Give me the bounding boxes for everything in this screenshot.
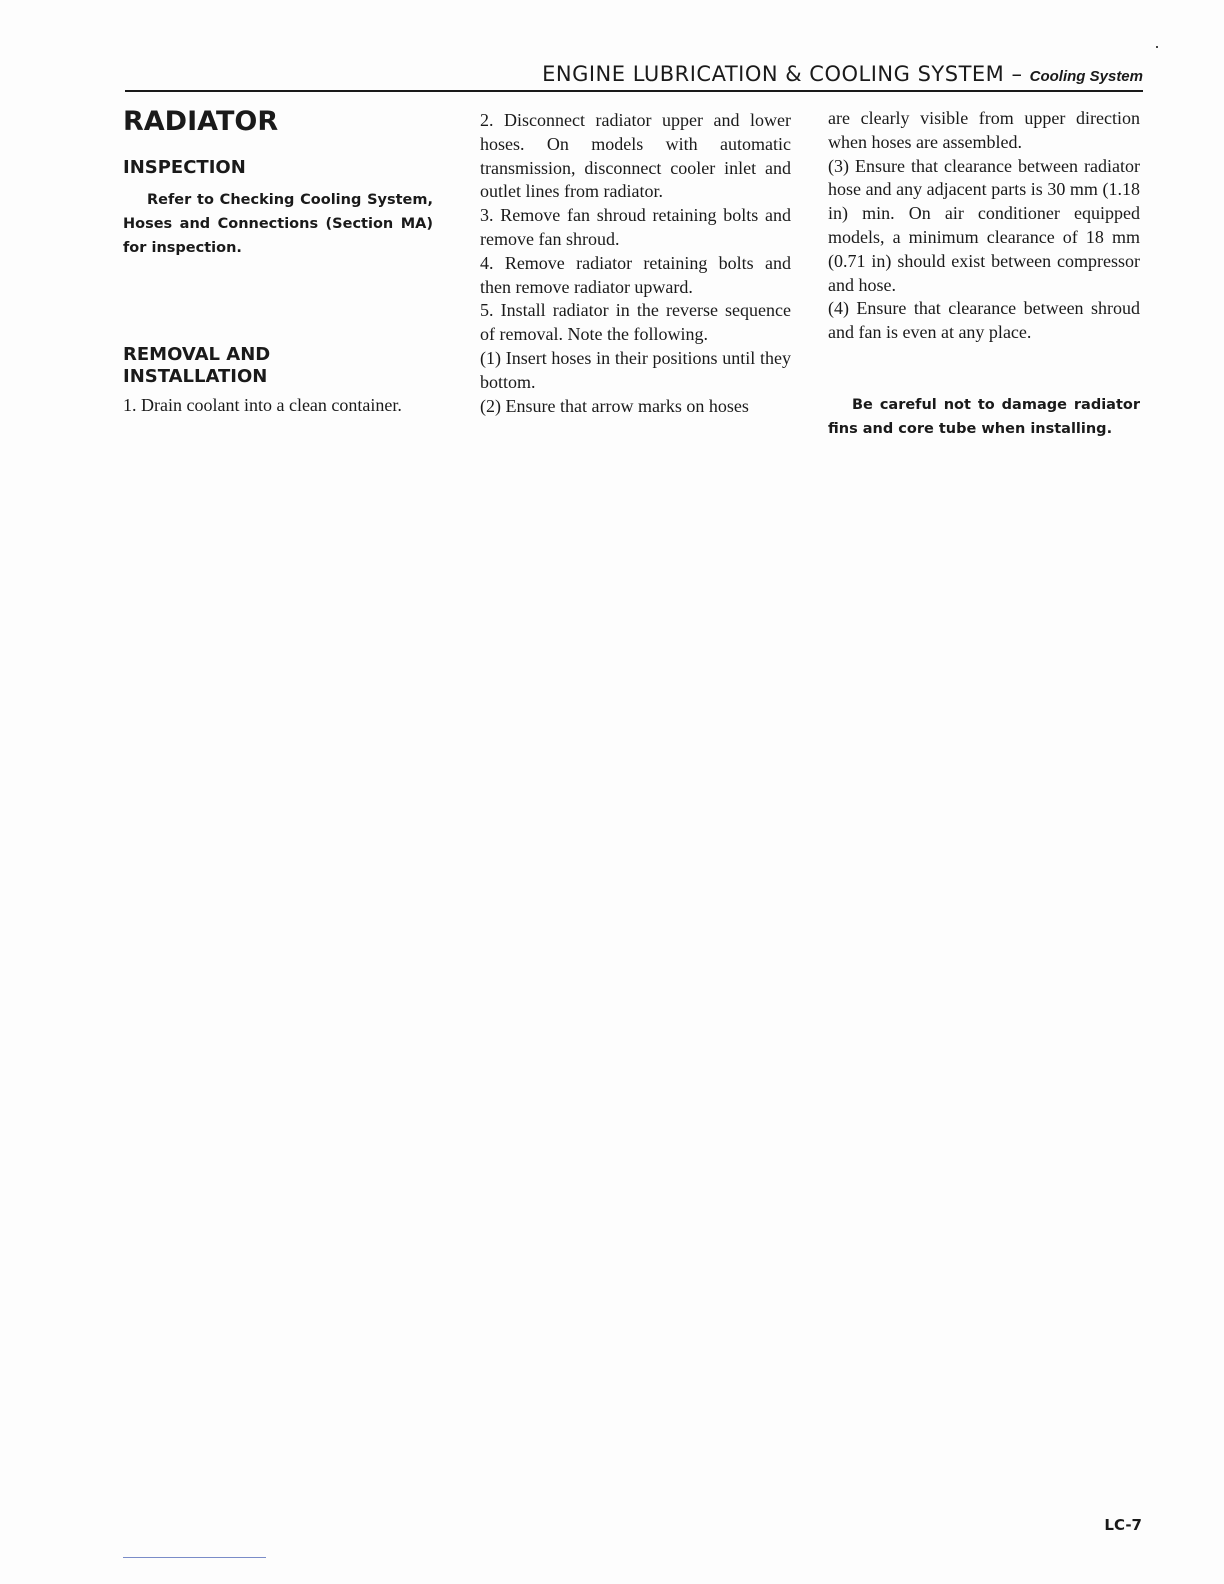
substep-2: (2) Ensure that arrow marks on hoses <box>480 395 749 416</box>
caution-note: Be careful not to damage radiator fins and core tube when installing. <box>828 396 1140 437</box>
step-1: 1. Drain coolant into a clean container. <box>123 395 402 415</box>
header-subtitle: Cooling System <box>1029 68 1143 85</box>
removal-heading-line1: REMOVAL AND <box>123 344 271 365</box>
page-number: LC-7 <box>1104 1516 1142 1534</box>
substep-4: (4) Ensure that clearance between shroud and fan is even at any place. <box>828 298 1140 343</box>
removal-heading-line2: INSTALLATION <box>123 366 268 387</box>
column-2 <box>480 109 791 418</box>
page-header <box>125 58 1143 92</box>
substep-2-continued: are clearly visible from upper direction when hoses are assembled. <box>828 108 1140 152</box>
step-2: 2. Disconnect radiator upper and lower hoses. On models with automatic transmission, disconnect cooler inlet and outlet lines from radiator. <box>480 110 791 202</box>
header-main-title: ENGINE LUBRICATION & COOLING SYSTEM <box>542 62 1005 86</box>
header-separator: – <box>1004 62 1030 86</box>
step-5: 5. Install radiator in the reverse sequence of removal. Note the following. <box>480 300 791 345</box>
column-3 <box>828 107 1140 455</box>
header-title <box>542 62 1143 86</box>
substep-3: (3) Ensure that clearance between radiator hose and any adjacent parts is 30 mm (1.18 in) min. On air conditioner equipped models, a minimum clearance of 18 mm (0.71 in) should exist between compressor and hose. <box>828 155 1140 295</box>
column-1 <box>123 106 433 418</box>
footer-rule <box>123 1557 266 1558</box>
inspection-note: Refer to Checking Cooling System, Hoses and Connections (Section MA) for inspection. <box>123 192 433 256</box>
step-4: 4. Remove radiator retaining bolts and then remove radiator upward. <box>480 252 791 297</box>
scan-speck <box>1156 46 1158 48</box>
step-3: 3. Remove fan shroud retaining bolts and remove fan shroud. <box>480 205 791 249</box>
section-title: RADIATOR <box>123 106 279 137</box>
substep-1: (1) Insert hoses in their positions until they bottom. <box>480 347 791 392</box>
inspection-heading: INSPECTION <box>123 157 246 178</box>
removal-heading <box>123 344 433 388</box>
